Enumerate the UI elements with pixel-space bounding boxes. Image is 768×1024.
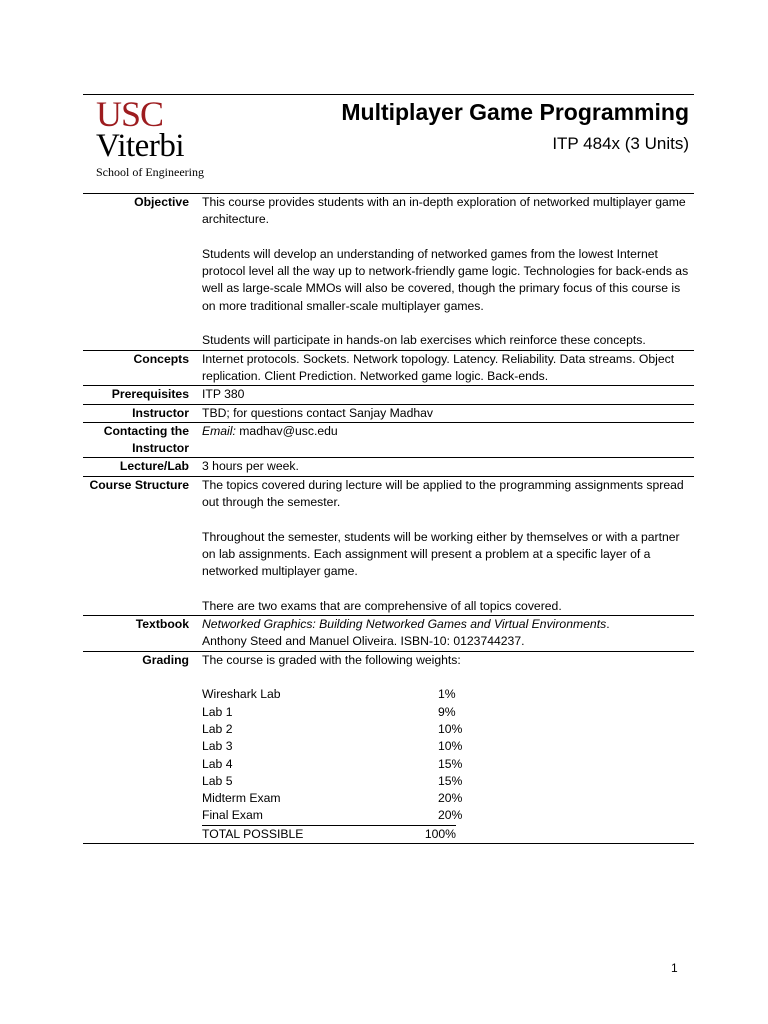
grade-item-weight: 10% <box>438 721 463 736</box>
contact-text <box>202 423 694 458</box>
grade-item-name: Lab 3 <box>202 739 233 754</box>
grade-item-weight: 9% <box>438 704 456 719</box>
email-label: Email: <box>202 423 236 438</box>
structure-p3: There are two exams that are comprehensive of all topics covered. <box>202 598 562 613</box>
grade-item-name: Final Exam <box>202 808 263 823</box>
grade-item-weight: 10% <box>438 739 463 754</box>
grade-item-name: Midterm Exam <box>202 791 281 806</box>
page-title: Multiplayer Game Programming <box>341 99 689 125</box>
grade-item <box>202 773 692 790</box>
structure-p1: The topics covered during lecture will be applied to the programming assignments spread out through the semester. <box>202 477 684 510</box>
objective-p2: Students will develop an understanding of networked games from the lowest Internet protocol level all the way up to network-friendly game logic. Technologies for back-ends as well as large-scale MMOs will also be covered, though the primary focus of this course is on more traditional smaller-scale multiplayer games. <box>202 246 689 313</box>
prerequisites-row <box>83 385 694 403</box>
contact-row <box>83 422 694 458</box>
grade-total-weight: 100% <box>424 826 456 841</box>
grade-list <box>202 686 692 824</box>
grade-item-weight: 20% <box>438 808 463 823</box>
grade-item <box>202 704 692 721</box>
concepts-text: Internet protocols. Sockets. Network topology. Latency. Reliability. Data streams. Object replication. Client Prediction. Networked game logic. Back-ends. <box>202 351 675 383</box>
grade-item-name: Lab 1 <box>202 704 233 719</box>
prerequisites-text: ITP 380 <box>202 387 245 402</box>
row-content <box>202 616 694 651</box>
objective-row <box>83 193 694 350</box>
row-content <box>202 477 694 615</box>
row-label: Instructor <box>132 405 189 420</box>
logo-school: School of Engineering <box>96 165 204 179</box>
row-label: Prerequisites <box>111 387 189 402</box>
grading-row <box>83 651 694 843</box>
instructor-text: TBD; for questions contact Sanjay Madhav <box>202 405 434 420</box>
grade-item <box>202 807 692 824</box>
grade-item-name: Lab 5 <box>202 773 233 788</box>
textbook-row <box>83 615 694 651</box>
grade-item-weight: 15% <box>438 756 463 771</box>
structure-p2: Throughout the semester, students will be working either by themselves or with a partner on lab assignments. Each assignment will present a problem at a specific layer of a networked multiplayer game. <box>202 529 680 579</box>
bottom-rule <box>83 843 694 844</box>
email-link[interactable]: madhav@usc.edu <box>235 423 338 438</box>
syllabus-page <box>83 94 694 844</box>
row-label: Concepts <box>133 351 189 366</box>
textbook-authors: Anthony Steed and Manuel Oliveira. ISBN-10: 0123744237. <box>202 634 525 649</box>
textbook-period: . <box>606 617 610 632</box>
page-number: 1 <box>671 961 678 975</box>
row-content <box>202 194 694 350</box>
grade-item-name: Wireshark Lab <box>202 687 281 702</box>
lecture-row <box>83 457 694 475</box>
row-label: Lecture/Lab <box>119 459 189 474</box>
row-label: Objective <box>134 195 189 209</box>
lecture-text: 3 hours per week. <box>202 459 299 474</box>
grade-total-row <box>202 825 456 843</box>
grade-item <box>202 790 692 807</box>
instructor-row <box>83 404 694 422</box>
grade-item <box>202 686 692 703</box>
grading-intro: The course is graded with the following weights: <box>202 652 461 667</box>
grade-item-name: Lab 2 <box>202 721 233 736</box>
row-label: Course Structure <box>89 477 189 492</box>
row-label: Grading <box>142 652 189 667</box>
structure-row <box>83 476 694 615</box>
logo-viterbi: Viterbi <box>96 128 184 164</box>
grade-item <box>202 738 692 755</box>
logo-usc: USC <box>96 94 164 134</box>
grade-item-name: Lab 4 <box>202 756 233 771</box>
grade-item <box>202 756 692 773</box>
grade-item <box>202 721 692 738</box>
row-label: Textbook <box>135 617 189 632</box>
grade-item-weight: 20% <box>438 791 463 806</box>
grade-item-weight: 15% <box>438 773 463 788</box>
objective-p3: Students will participate in hands-on lab exercises which reinforce these concepts. <box>202 333 646 348</box>
textbook-title: Networked Graphics: Building Networked Games and Virtual Environments <box>202 617 607 632</box>
grade-item-weight: 1% <box>438 687 456 702</box>
row-content <box>202 652 694 843</box>
concepts-row <box>83 350 694 386</box>
course-code: ITP 484x (3 Units) <box>552 134 689 153</box>
objective-p1: This course provides students with an in-depth exploration of networked multiplayer game architecture. <box>202 195 686 227</box>
usc-viterbi-logo <box>96 94 204 179</box>
row-label: Contacting the Instructor <box>103 423 189 456</box>
grade-total-name: TOTAL POSSIBLE <box>202 826 304 841</box>
header <box>83 95 694 193</box>
